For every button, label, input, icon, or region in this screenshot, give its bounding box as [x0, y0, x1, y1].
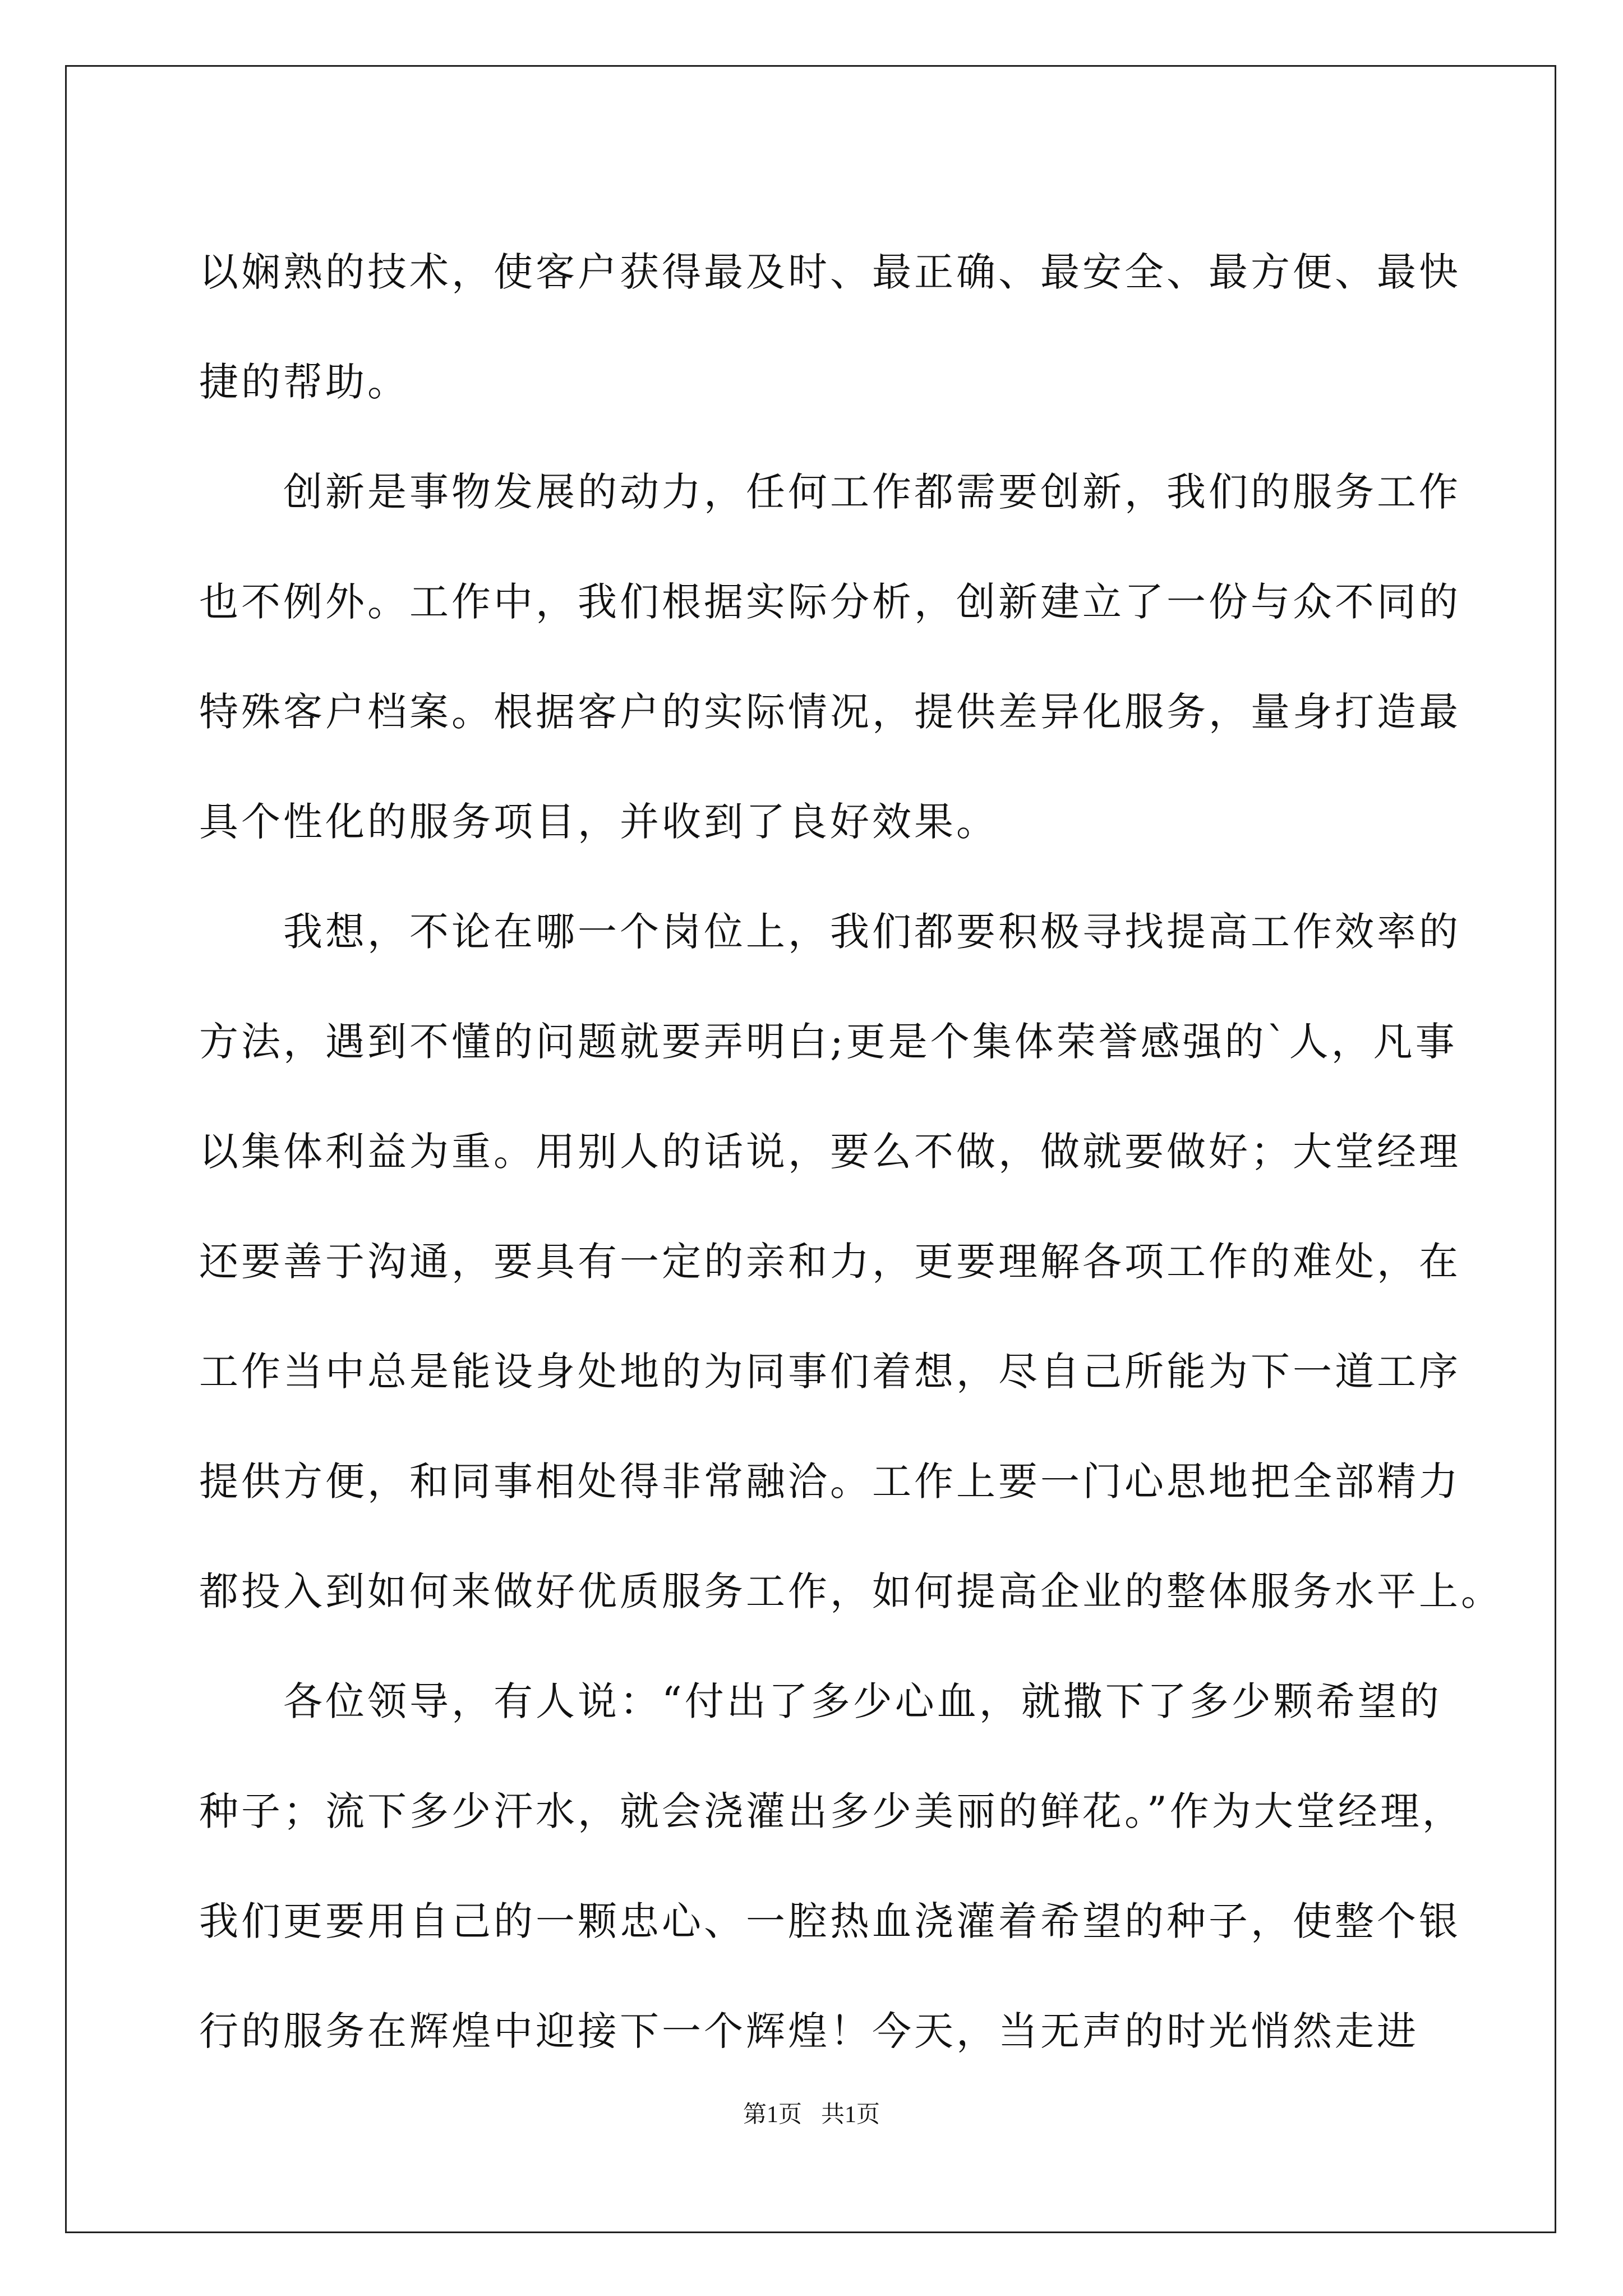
- text-line: 工作当中总是能设身处地的为同事们着想，尽自己所能为下一道工序: [199, 1349, 1461, 1395]
- text-line: 我们更要用自己的一颗忠心、一腔热血浇灌着希望的种子，使整个银: [199, 1898, 1461, 1944]
- page-footer: [0, 2098, 1623, 2132]
- text-line: 以娴熟的技术，使客户获得最及时、最正确、最安全、最方便、最快: [199, 249, 1461, 295]
- text-line: 捷的帮助。: [199, 359, 409, 405]
- text-line: 都投入到如何来做好优质服务工作，如何提高企业的整体服务水平上。: [199, 1568, 1503, 1614]
- text-line: 也不例外。工作中，我们根据实际分析，创新建立了一份与众不同的: [199, 579, 1461, 625]
- text-line: 创新是事物发展的动力，任何工作都需要创新，我们的服务工作: [199, 469, 1461, 515]
- text-line: 行的服务在辉煌中迎接下一个辉煌！今天，当无声的时光悄然走进: [199, 2008, 1419, 2054]
- text-line: 各位领导，有人说：“付出了多少心血，就撒下了多少颗希望的: [199, 1678, 1442, 1724]
- text-line: 方法，遇到不懂的问题就要弄明白;更是个集体荣誉感强的`人，凡事: [199, 1019, 1458, 1065]
- page-number: 第1页: [743, 2102, 802, 2128]
- text-line: 种子；流下多少汗水，就会浇灌出多少美丽的鲜花。”作为大堂经理，: [199, 1788, 1464, 1834]
- text-line: 具个性化的服务项目，并收到了良好效果。: [199, 799, 998, 845]
- text-line: 以集体利益为重。用别人的话说，要么不做，做就要做好；大堂经理: [199, 1129, 1461, 1175]
- text-line: 提供方便，和同事相处得非常融洽。工作上要一门心思地把全部精力: [199, 1458, 1461, 1504]
- page-total: 共1页: [821, 2102, 880, 2128]
- text-line: 我想，不论在哪一个岗位上，我们都要积极寻找提高工作效率的: [199, 909, 1461, 955]
- document-body: [199, 217, 1503, 2086]
- text-line: 特殊客户档案。根据客户的实际情况，提供差异化服务，量身打造最: [199, 689, 1461, 735]
- text-line: 还要善于沟通，要具有一定的亲和力，更要理解各项工作的难处，在: [199, 1239, 1461, 1285]
